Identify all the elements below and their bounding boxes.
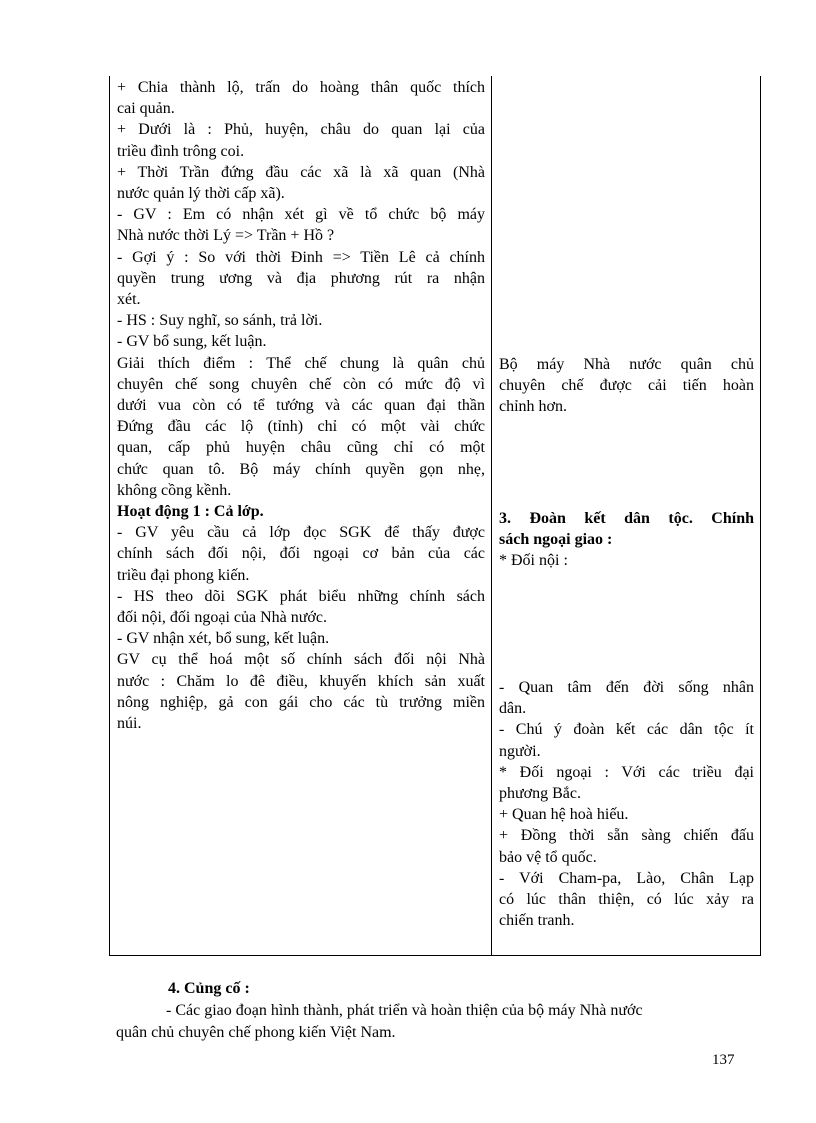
- text-line: triều đại phong kiến.: [117, 566, 250, 584]
- text-line: đối nội, đối ngoại của Nhà nước.: [117, 609, 327, 627]
- text-line: Giải thích điểm : Thể chế chung là quân chủ: [117, 354, 485, 372]
- text-line: chức quan tô. Bộ máy chính quyền gọn nhẹ,: [117, 460, 485, 478]
- text-line: nông nghiệp, gả con gái cho các tù trưởng miền: [117, 693, 485, 711]
- text-line: người.: [499, 742, 541, 760]
- text-line: Hoạt động 1 : Cả lớp.: [117, 503, 264, 521]
- text-line: quyền trung ương và địa phương rút ra nhận: [117, 269, 485, 287]
- text-line: nước : Chăm lo đê điều, khuyến khích sản xuất: [117, 672, 485, 690]
- text-line: + Quan hệ hoà hiếu.: [499, 806, 629, 824]
- text-line: - GV nhận xét, bổ sung, kết luận.: [117, 630, 330, 648]
- text-line: chuyên chế được cải tiến hoàn: [499, 377, 754, 395]
- text-line: - Chú ý đoàn kết các dân tộc ít: [499, 721, 754, 739]
- text-line: Bộ máy Nhà nước quân chủ: [499, 356, 754, 373]
- text-line: triều đình trông coi.: [117, 142, 245, 160]
- left-column: [117, 77, 485, 734]
- text-line: + Dưới là : Phủ, huyện, châu do quan lại của: [117, 121, 485, 139]
- text-line: - GV bổ sung, kết luận.: [117, 333, 267, 351]
- right-column-block-2: [499, 508, 754, 572]
- text-line: phương Bắc.: [499, 785, 582, 803]
- text-line: xét.: [117, 291, 141, 309]
- text-line: - HS theo dõi SGK phát biểu những chính sách: [117, 587, 485, 605]
- text-line: - HS : Suy nghĩ, so sánh, trả lời.: [117, 312, 323, 330]
- text-line: chính sách đối nội, đối ngoại cơ bản của các: [117, 545, 485, 563]
- text-line: + Thời Trần đứng đầu các xã là xã quan (Nhà: [117, 163, 485, 181]
- section-4-line-1: - Các giao đoạn hình thành, phát triển và hoàn thiện của bộ máy Nhà nước: [166, 1002, 643, 1019]
- text-line: cai quản.: [117, 100, 175, 118]
- text-line: - Quan tâm đến đời sống nhân: [499, 679, 754, 696]
- text-line: Nhà nước thời Lý => Trần + Hồ ?: [117, 227, 335, 245]
- right-column-block-1: [499, 354, 754, 418]
- text-line: nước quản lý thời cấp xã).: [117, 185, 285, 203]
- text-line: - GV yêu cầu cả lớp đọc SGK để thấy được: [117, 524, 485, 542]
- section-4-line-2: quân chủ chuyên chế phong kiến Việt Nam.: [116, 1024, 396, 1041]
- section-4-heading: 4. Củng cố :: [168, 980, 250, 997]
- text-line: chiến tranh.: [499, 912, 575, 930]
- text-line: - Với Cham-pa, Lào, Chân Lạp: [499, 869, 754, 887]
- text-line: - GV : Em có nhận xét gì về tổ chức bộ máy: [117, 206, 485, 224]
- text-line: + Chia thành lộ, trấn do hoàng thân quốc thích: [117, 79, 485, 96]
- text-line: dân.: [499, 700, 527, 718]
- content-table: [109, 76, 761, 956]
- section-4: [116, 978, 746, 1044]
- right-column-block-3: [499, 677, 754, 931]
- text-line: + Đồng thời sẵn sàng chiến đấu: [499, 827, 754, 845]
- text-line: - Gợi ý : So với thời Đinh => Tiền Lê cả chính: [117, 248, 485, 266]
- text-line: sách ngoại giao :: [499, 531, 613, 549]
- text-line: chỉnh hơn.: [499, 398, 568, 416]
- text-line: núi.: [117, 715, 142, 733]
- text-line: không cồng kềnh.: [117, 481, 232, 499]
- text-line: 3. Đoàn kết dân tộc. Chính: [499, 510, 754, 527]
- text-line: GV cụ thể hoá một số chính sách đối nội Nhà: [117, 651, 485, 669]
- text-line: * Đối ngoại : Với các triều đại: [499, 763, 754, 781]
- text-line: chuyên chế song chuyên chế còn có mức độ vì: [117, 375, 485, 393]
- text-line: dưới vua còn có tể tướng và các quan đại thần: [117, 397, 485, 415]
- text-line: * Đối nội :: [499, 552, 568, 570]
- text-line: có lúc thân thiện, có lúc xảy ra: [499, 891, 754, 909]
- page-number: 137: [712, 1052, 735, 1068]
- text-line: quan, cấp phủ huyện châu cũng chỉ có một: [117, 439, 485, 457]
- column-divider: [491, 76, 492, 955]
- text-line: Đứng đầu các lộ (tỉnh) chỉ có một vài chức: [117, 418, 485, 436]
- text-line: bảo vệ tổ quốc.: [499, 848, 597, 866]
